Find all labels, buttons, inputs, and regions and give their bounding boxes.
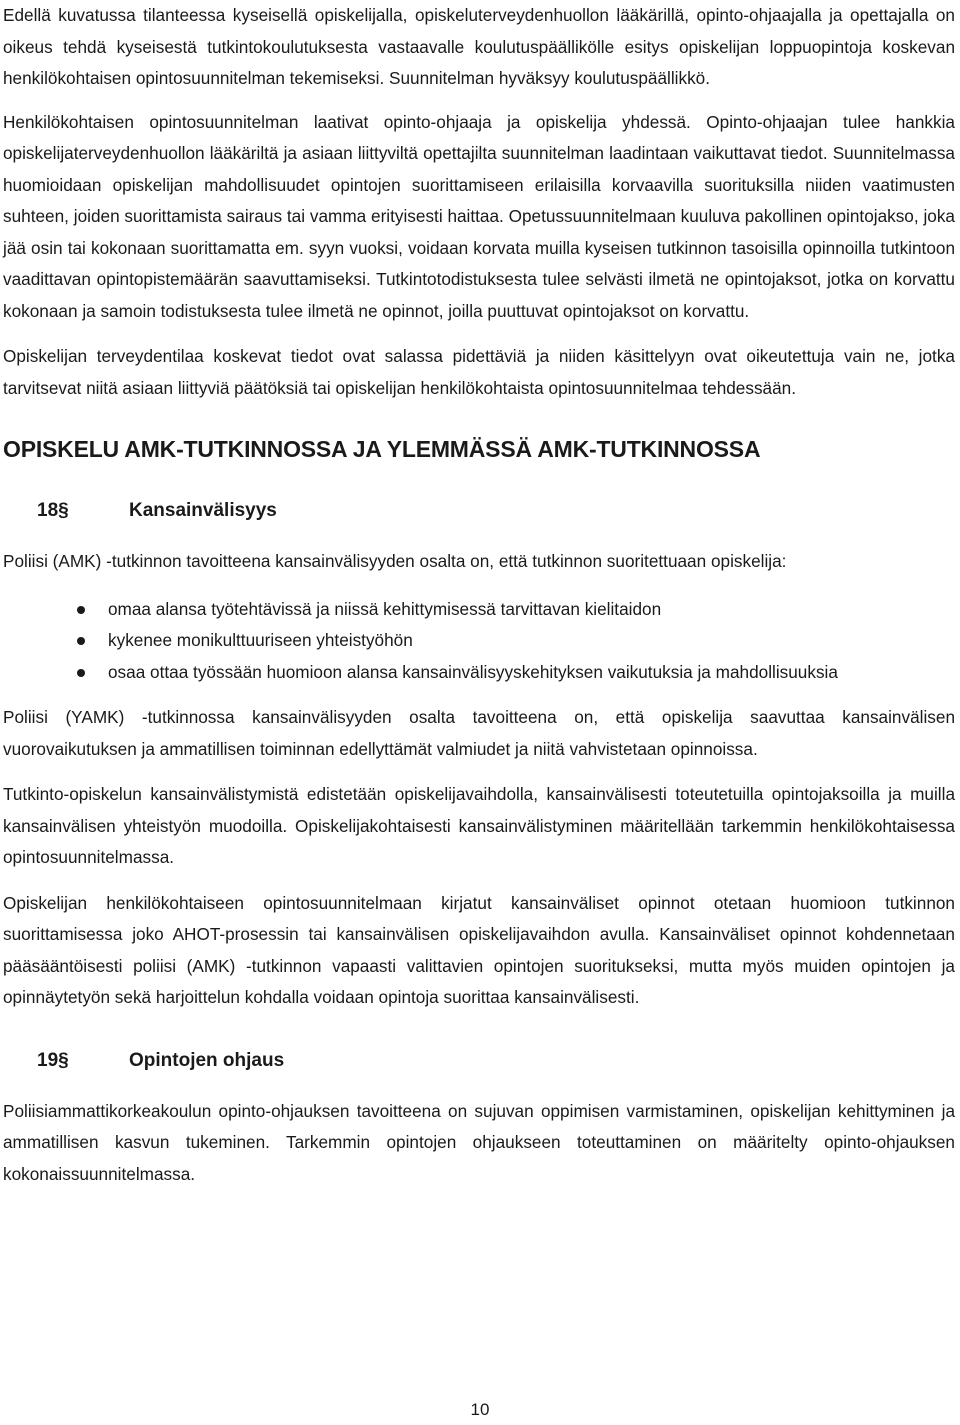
paragraph: Poliisi (YAMK) -tutkinnossa kansainvälisyyden osalta tavoitteena on, että opiskelija saavuttaa kansainvälisen vuorovaikutuksen ja ammatillisen toiminnan edellyttämät valmiudet ja niitä vahvistetaan opinnoissa. xyxy=(3,707,955,759)
paragraph: Edellä kuvatussa tilanteessa kyseisellä opiskelijalla, opiskeluterveydenhuollon lääkärillä, opinto-ohjaajalla ja opettajalla on oikeus tehdä kyseisestä tutkintokoulutuksesta vastaavalle koulutuspäällikölle esitys opiskelijan loppuopintoja koskevan henkilökohtaisen opintosuunnitelman tekemiseksi. Suunnitelman hyväksyy koulutuspäällikkö. xyxy=(3,5,955,88)
paragraph: Opiskelijan henkilökohtaiseen opintosuunnitelmaan kirjatut kansainväliset opinnot otetaan huomioon tutkinnon suorittamisessa joko AHOT-prosessin tai kansainvälisen opiskelijavaihdon avulla. Kansainväliset opinnot kohdennetaan pääsääntöisesti poliisi (AMK) -tutkinnon vapaasti valittavien opintojen suoritukseksi, mutta myös muiden opintojen ja opinnäytetyön sekä harjoittelun kohdalla voidaan opintoja suorittaa kansainvälisesti. xyxy=(3,892,955,1007)
list-item-text: omaa alansa työtehtävissä ja niissä kehittymisessä tarvittavan kielitaidon xyxy=(108,598,662,619)
section-number: 19§ xyxy=(37,1049,69,1071)
section-19-heading xyxy=(3,1046,955,1076)
paragraph: Tutkinto-opiskelun kansainvälistymistä edistetään opiskelijavaihdolla, kansainvälisesti toteutetuilla opintojaksoilla ja muilla kansainvälisen yhteistyön muodoilla. Opiskelijakohtaisesti kansainvälistyminen määritellään tarkemmin henkilökohtaisessa opintosuunnitelmassa. xyxy=(3,784,955,867)
section-18-heading xyxy=(3,496,955,526)
section-title: Opintojen ohjaus xyxy=(129,1049,285,1071)
bullet-list xyxy=(3,594,955,689)
paragraph: Poliisi (AMK) -tutkinnon tavoitteena kansainvälisyyden osalta on, että tutkinnon suoritettuaan opiskelija: xyxy=(3,551,787,571)
section-number: 18§ xyxy=(37,500,69,521)
page-number: 10 xyxy=(470,1400,490,1419)
section-title: Kansainvälisyys xyxy=(129,500,277,521)
document-page xyxy=(3,0,955,1190)
list-item-text: osaa ottaa työssään huomioon alansa kansainvälisyyskehityksen vaikutuksia ja mahdollisuuksia xyxy=(108,661,838,682)
bullet-icon xyxy=(77,637,85,645)
list-item xyxy=(3,625,955,657)
paragraph: Poliisiammattikorkeakoulun opinto-ohjauksen tavoitteena on sujuvan oppimisen varmistaminen, opiskelijan kehittyminen ja ammatillisen kasvun tukeminen. Tarkemmin opintojen ohjaukseen toteuttaminen on määritelty opinto-ohjauksen kokonaissuunnitelmassa. xyxy=(3,1100,955,1184)
paragraph: Opiskelijan terveydentilaa koskevat tiedot ovat salassa pidettäviä ja niiden käsittelyyn ovat oikeutettuja vain ne, jotka tarvitsevat niitä asiaan liittyviä päätöksiä tai opiskelijan henkilökohtaista opintosuunnitelmaa tehdessään. xyxy=(3,346,955,398)
list-item xyxy=(3,657,955,689)
paragraph: Henkilökohtaisen opintosuunnitelman laativat opinto-ohjaaja ja opiskelija yhdessä. Opinto-ohjaajan tulee hankkia opiskelijaterveydenhuollon lääkäriltä ja asiaan liittyviltä opettajilta suunnitelman laadintaan vaikuttavat tiedot. Suunnitelmassa huomioidaan opiskelijan mahdollisuudet opintojen suorittamiseen erilaisilla korvaavilla suorituksilla niiden vaatimusten suhteen, joiden suorittamista sairaus tai vamma erityisesti haittaa. Opetussuunnitelmaan kuuluva pakollinen opintojakso, joka jää osin tai kokonaan suorittamatta em. syyn vuoksi, voidaan korvata muilla kyseisen tutkinnon tasoisilla opinnoilla tutkintoon vaadittavan opintopistemäärän saavuttamiseksi. Tutkintotodistuksesta tulee selvästi ilmetä ne opintojaksot, jotka on korvattu kokonaan ja samoin todistuksesta tulee ilmetä ne opinnot, joilla puuttuvat opintojaksot on korvattu. xyxy=(3,111,955,321)
list-item xyxy=(3,594,955,626)
list-item-text: kykenee monikulttuuriseen yhteistyöhön xyxy=(108,630,413,650)
bullet-icon xyxy=(77,669,85,677)
main-heading: OPISKELU AMK-TUTKINNOSSA JA YLEMMÄSSÄ AMK-TUTKINNOSSA xyxy=(3,436,761,462)
bullet-icon xyxy=(77,606,85,614)
